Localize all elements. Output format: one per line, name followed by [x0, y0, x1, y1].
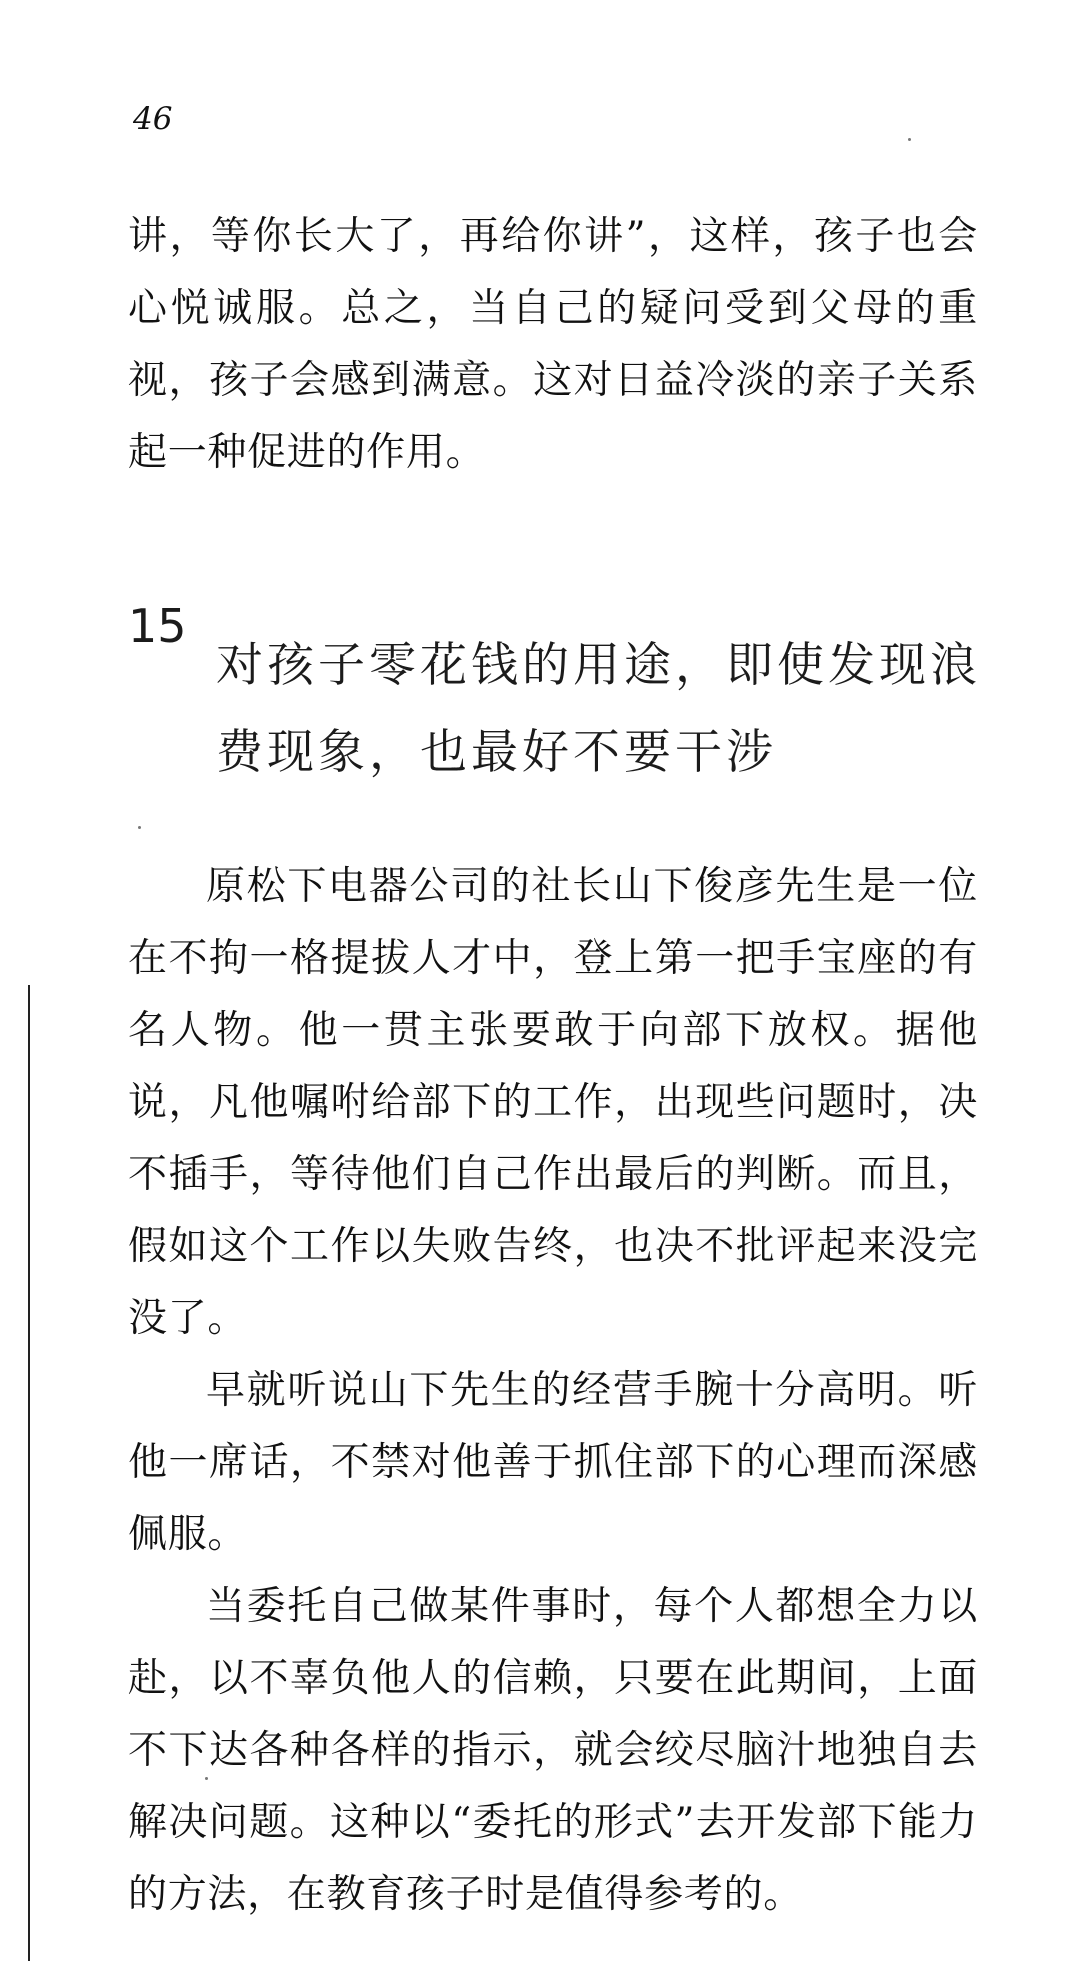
section-title: 对孩子零花钱的用途，即使发现浪费现象，也最好不要干涉: [216, 638, 981, 780]
body-paragraph: 原松下电器公司的社长山下俊彦先生是一位在不拘一格提拔人才中，登上第一把手宝座的有名人物。他一贯主张要敢于向部下放权。据他说，凡他嘱咐给部下的工作，出现些问题时，决不插手，等待他们自己作出最后的判断。而且，假如这个工作以失败告终，也决不批评起来没完没了。: [128, 864, 978, 1341]
intro-paragraph: 讲，等你长大了，再给你讲”，这样，孩子也会心悦诚服。总之，当自己的疑问受到父母的重视，孩子会感到满意。这对日益冷淡的亲子关系起一种促进的作用。: [128, 214, 978, 475]
body-paragraph: 当委托自己做某件事时，每个人都想全力以赴，以不辜负他人的信赖，只要在此期间，上面不下达各种各样的指示，就会绞尽脑汁地独自去解决问题。这种以“委托的形式”去开发部下能力的方法，在教育孩子时是值得参考的。: [128, 1584, 978, 1917]
scan-speck: [908, 138, 911, 141]
page-number: 46: [133, 101, 173, 137]
scan-speck: [138, 826, 141, 829]
intro-text: [128, 201, 978, 489]
body-paragraph: 早就听说山下先生的经营手腕十分高明。听他一席话，不禁对他善于抓住部下的心理而深感佩服。: [128, 1368, 978, 1557]
scan-page-edge: [28, 985, 30, 1961]
section-body: [128, 851, 978, 1931]
section-number: 15: [128, 599, 187, 653]
